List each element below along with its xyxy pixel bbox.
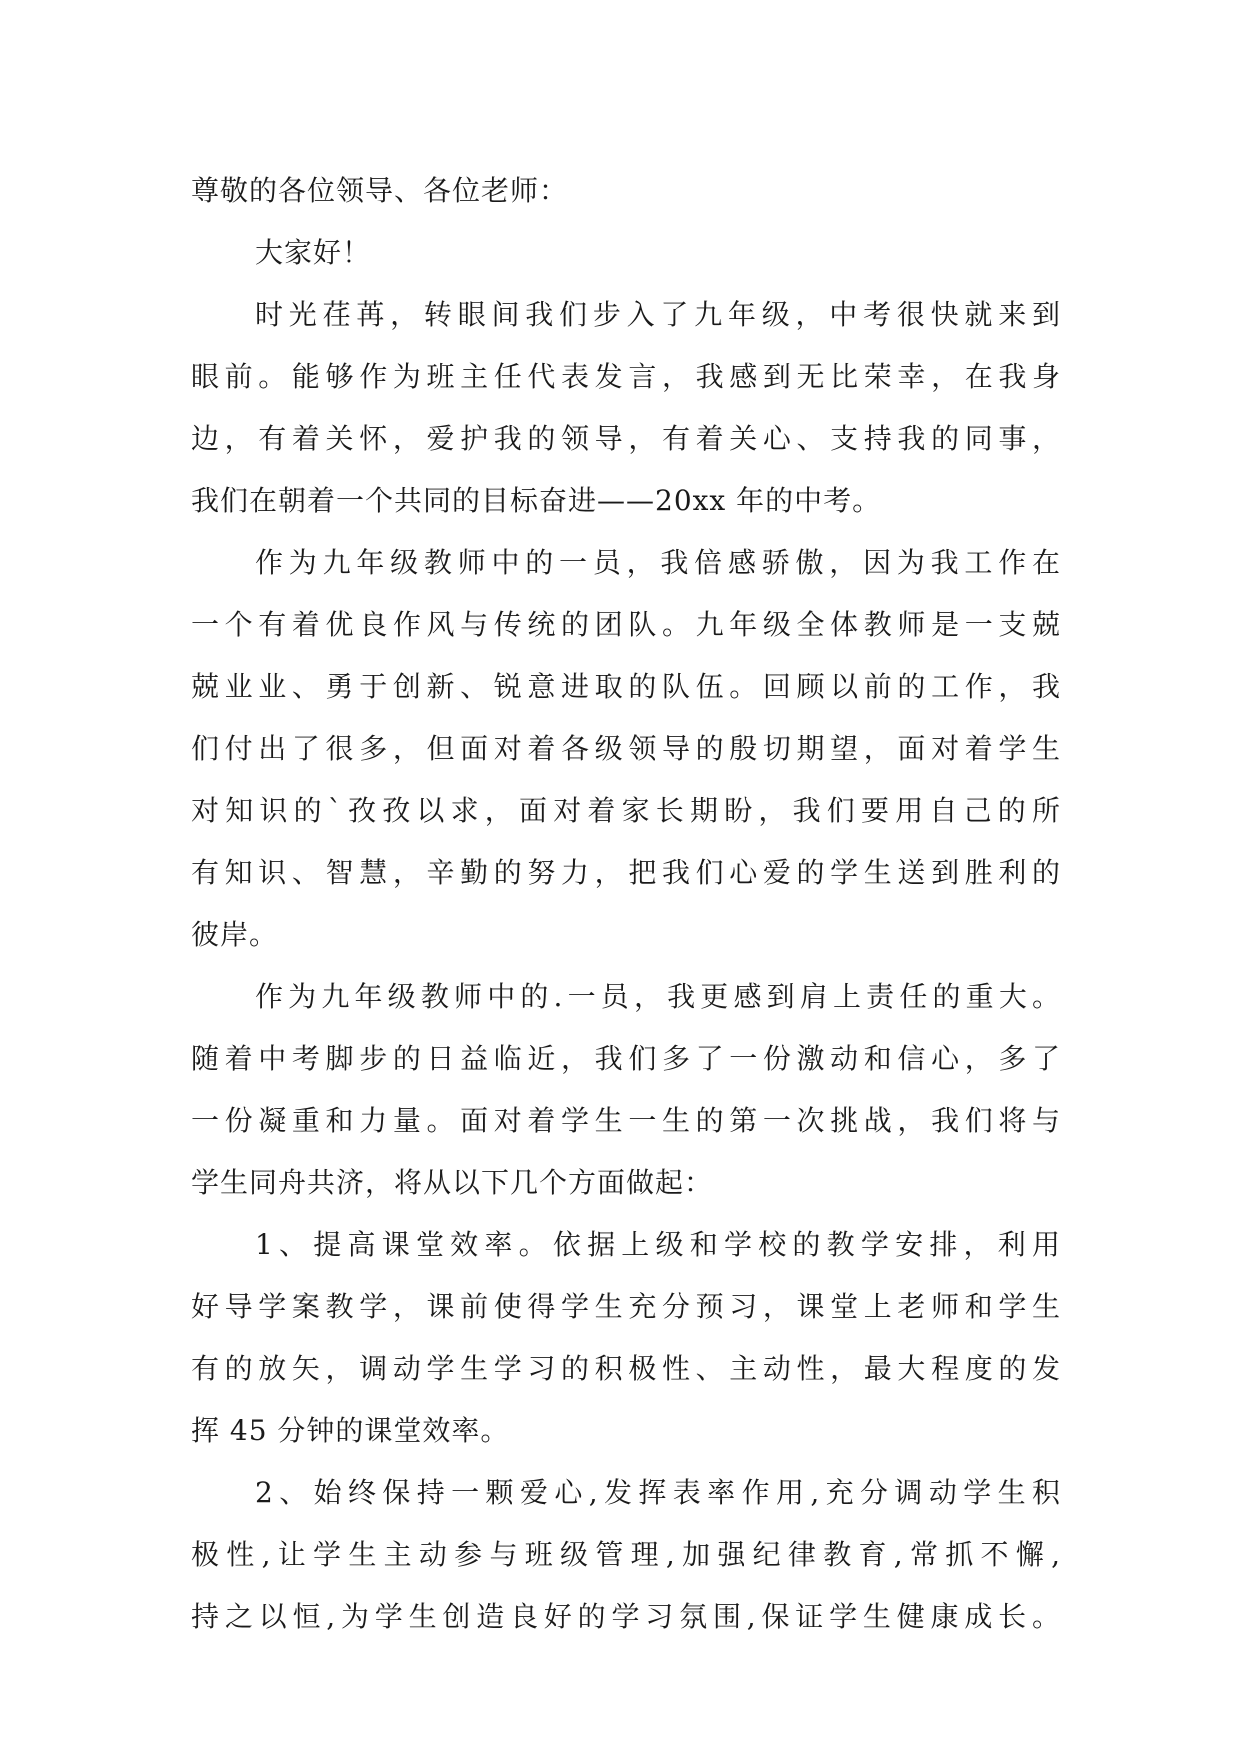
list-item-1-line: 挥 45 分钟的课堂效率。 xyxy=(191,1414,510,1447)
paragraph-2-line: 兢业业、勇于创新、锐意进取的队伍。回顾以前的工作，我 xyxy=(191,670,1061,703)
paragraph-2-line: 作为九年级教师中的一员，我倍感骄傲，因为我工作在 xyxy=(255,546,1061,579)
paragraph-1-line: 时光荏苒，转眼间我们步入了九年级，中考很快就来到 xyxy=(255,298,1061,331)
paragraph-2-line: 们付出了很多，但面对着各级领导的殷切期望，面对着学生 xyxy=(191,732,1061,765)
paragraph-2-line: 一个有着优良作风与传统的团队。九年级全体教师是一支兢 xyxy=(191,608,1061,641)
list-item-1-line: 1、提高课堂效率。依据上级和学校的教学安排，利用 xyxy=(255,1228,1061,1261)
paragraph-3-line: 学生同舟共济，将从以下几个方面做起： xyxy=(191,1166,714,1199)
paragraph-3-line: 一份凝重和力量。面对着学生一生的第一次挑战，我们将与 xyxy=(191,1104,1061,1137)
speech-body xyxy=(191,160,1061,1648)
paragraph-1-line: 眼前。能够作为班主任代表发言，我感到无比荣幸，在我身 xyxy=(191,360,1061,393)
paragraph-3-line: 作为九年级教师中的.一员，我更感到肩上责任的重大。 xyxy=(255,980,1061,1013)
list-item-2-line: 持之以恒,为学生创造良好的学习氛围,保证学生健康成长。 xyxy=(191,1600,1061,1633)
paragraph-2-line: 对知识的`孜孜以求，面对着家长期盼，我们要用自己的所 xyxy=(191,794,1061,827)
list-item-2-line: 极性,让学生主动参与班级管理,加强纪律教育,常抓不懈, xyxy=(191,1538,1061,1571)
greeting-line: 大家好！ xyxy=(255,236,372,269)
list-item-1-line: 好导学案教学，课前使得学生充分预习，课堂上老师和学生 xyxy=(191,1290,1061,1323)
paragraph-1-line: 边，有着关怀，爱护我的领导，有着关心、支持我的同事， xyxy=(191,422,1061,455)
paragraph-2-line: 彼岸。 xyxy=(191,918,279,951)
paragraph-2-line: 有知识、智慧，辛勤的努力，把我们心爱的学生送到胜利的 xyxy=(191,856,1061,889)
paragraph-1-line: 我们在朝着一个共同的目标奋进——20xx 年的中考。 xyxy=(191,484,882,517)
salutation-line: 尊敬的各位领导、各位老师： xyxy=(191,174,569,207)
list-item-2-line: 2、始终保持一颗爱心,发挥表率作用,充分调动学生积 xyxy=(255,1476,1061,1509)
list-item-1-line: 有的放矢，调动学生学习的积极性、主动性，最大程度的发 xyxy=(191,1352,1061,1385)
paragraph-3-line: 随着中考脚步的日益临近，我们多了一份激动和信心，多了 xyxy=(191,1042,1061,1075)
